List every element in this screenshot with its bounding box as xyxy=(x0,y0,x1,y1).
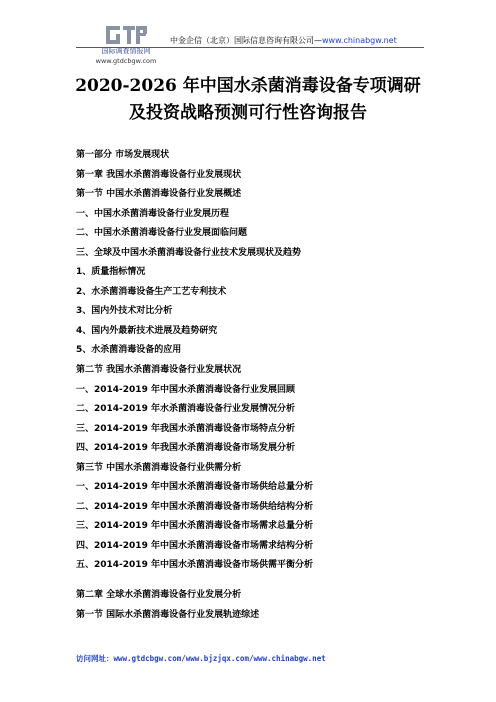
toc-item: 第二章 全球水杀菌消毒设备行业发展分析 xyxy=(76,590,242,601)
toc-item: 二、中国水杀菌消毒设备行业发展面临问题 xyxy=(76,228,248,239)
toc-item: 2、水杀菌消毒设备生产工艺专利技术 xyxy=(76,286,227,297)
toc-item: 一、2014-2019 年中国水杀菌消毒设备行业发展回顾 xyxy=(76,384,295,395)
toc-item: 二、2014-2019 年中国水杀菌消毒设备市场供给结构分析 xyxy=(76,501,313,512)
toc-item: 5、水杀菌消毒设备的应用 xyxy=(76,345,182,356)
logo-icon xyxy=(96,24,156,48)
toc-item: 第一部分 市场发展现状 xyxy=(76,150,170,160)
table-of-contents xyxy=(76,150,476,630)
report-title-line-1: 2020-2026 年中国水杀菌消毒设备专项调研 xyxy=(75,76,421,96)
logo-text: 国际调查情报网 xyxy=(101,47,151,55)
toc-item: 4、国内外最新技术进展及趋势研究 xyxy=(76,325,218,336)
toc-item: 一、2014-2019 年中国水杀菌消毒设备市场供给总量分析 xyxy=(76,482,313,493)
company-name xyxy=(170,36,397,46)
toc-item: 一、中国水杀菌消毒设备行业发展历程 xyxy=(76,208,230,219)
toc-item: 五、2014-2019 年中国水杀菌消毒设备市场供需平衡分析 xyxy=(76,560,313,571)
company-label: 中金企信（北京）国际信息咨询有限公司— xyxy=(170,36,322,45)
toc-item: 三、2014-2019 年我国水杀菌消毒设备市场特点分析 xyxy=(76,423,295,434)
toc-item: 三、全球及中国水杀菌消毒设备行业技术发展现状及趋势 xyxy=(76,247,302,258)
toc-item: 四、2014-2019 年中国水杀菌消毒设备市场需求结构分析 xyxy=(76,540,313,551)
toc-item: 第一节 国际水杀菌消毒设备行业发展轨迹综述 xyxy=(76,610,260,621)
header-divider xyxy=(76,47,424,48)
toc-item: 第二节 我国水杀菌消毒设备行业发展状况 xyxy=(76,365,242,376)
footer-urls-link[interactable]: www.gtdcbgw.com/www.bjzjqx.com/www.chinabgw.net xyxy=(113,654,326,663)
toc-item: 四、2014-2019 年我国水杀菌消毒设备市场发展分析 xyxy=(76,443,295,454)
toc-item: 第一章 我国水杀菌消毒设备行业发展现状 xyxy=(76,169,242,180)
report-title-line-2: 及投资战略预测可行性咨询报告 xyxy=(129,103,367,123)
footer-label: 访问网址： xyxy=(76,654,114,663)
page-footer xyxy=(76,654,326,664)
toc-item: 三、2014-2019 年中国水杀菌消毒设备市场需求总量分析 xyxy=(76,521,313,532)
toc-item: 1、质量指标情况 xyxy=(76,267,146,278)
toc-item: 第一节 中国水杀菌消毒设备行业发展概述 xyxy=(76,189,242,200)
logo-url: www.gtdcbgw.com xyxy=(95,57,157,65)
toc-item: 二、2014-2019 年水杀菌消毒设备行业发展情况分析 xyxy=(76,404,295,415)
company-url-link[interactable]: www.chinabgw.net xyxy=(322,36,397,45)
toc-item: 3、国内外技术对比分析 xyxy=(76,306,173,317)
page-header xyxy=(0,0,496,70)
toc-item: 第三节 中国水杀菌消毒设备行业供需分析 xyxy=(76,462,242,473)
